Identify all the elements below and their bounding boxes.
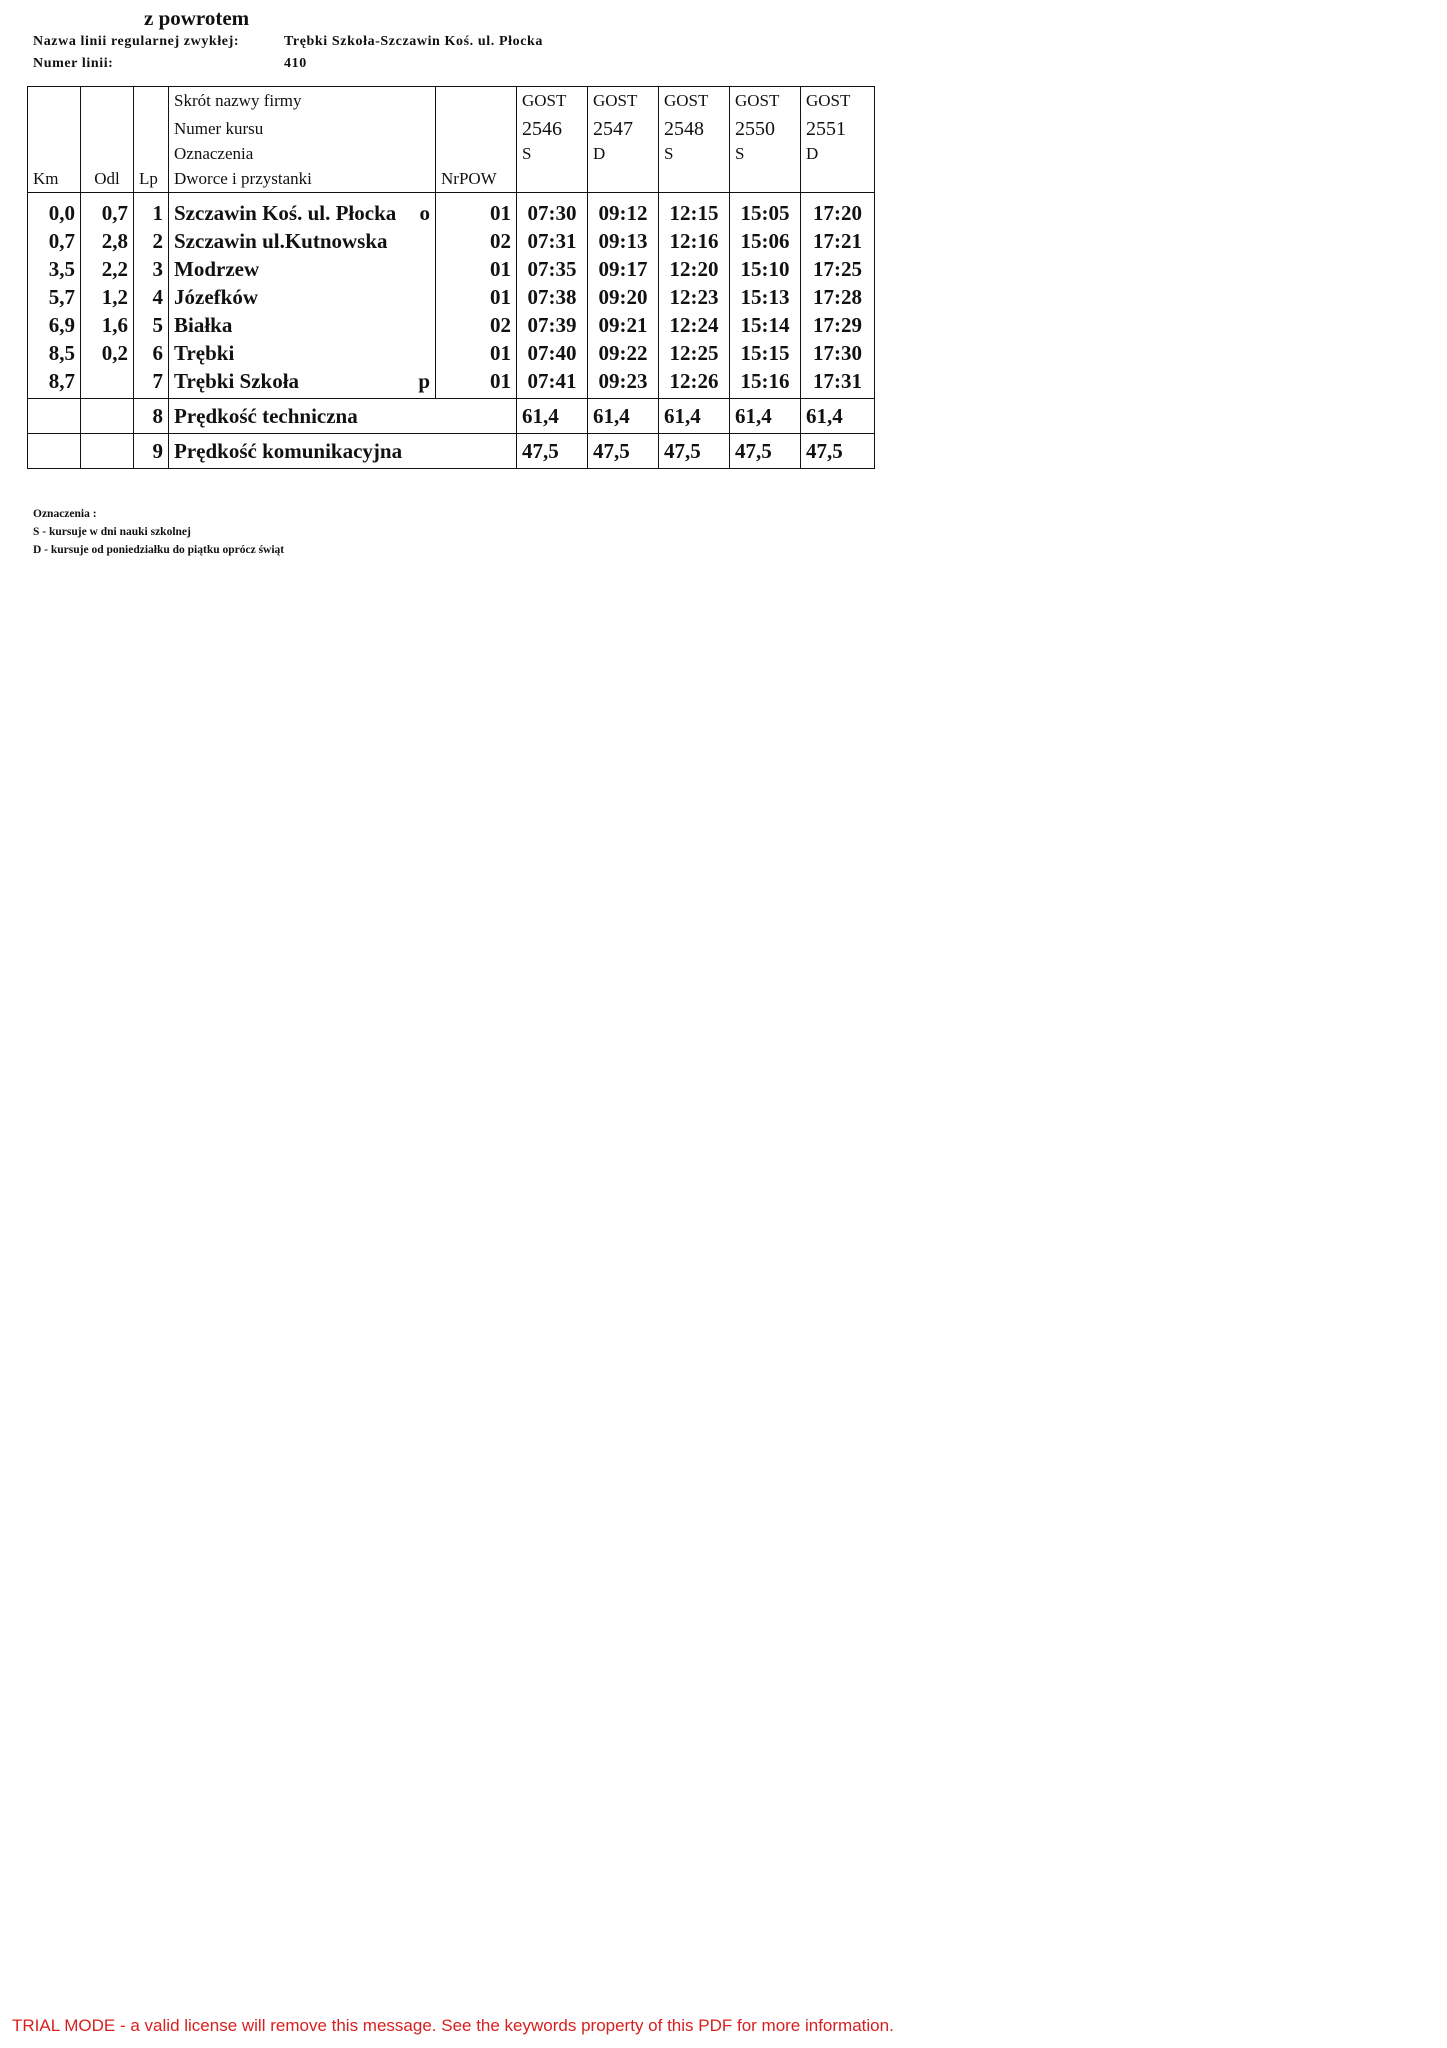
course-company: GOST — [588, 87, 659, 116]
summary-empty — [81, 434, 134, 469]
stop-name-text: Szczawin Koś. ul. Płocka — [174, 200, 397, 225]
stop-nrpow: 02 — [436, 227, 517, 255]
departure-time: 07:38 — [517, 283, 588, 311]
company-label: Skrót nazwy firmy — [169, 87, 436, 116]
course-company: GOST — [659, 87, 730, 116]
stop-name-text: Białka — [174, 312, 233, 337]
departure-time: 17:28 — [801, 283, 875, 311]
stop-odl: 2,2 — [81, 255, 134, 283]
stop-name — [169, 339, 436, 367]
summary-empty — [28, 399, 81, 434]
stop-km: 0,0 — [28, 193, 81, 228]
departure-time: 07:39 — [517, 311, 588, 339]
col-lp: Lp — [134, 165, 169, 193]
summary-value: 47,5 — [659, 434, 730, 469]
stop-lp: 5 — [134, 311, 169, 339]
stop-nrpow: 01 — [436, 193, 517, 228]
summary-row — [28, 399, 875, 434]
timetable — [27, 86, 875, 469]
summary-value: 61,4 — [588, 399, 659, 434]
course-marking: D — [588, 143, 659, 165]
stop-row — [28, 283, 875, 311]
stop-name-text: Modrzew — [174, 256, 260, 281]
stop-name-text: Józefków — [174, 284, 258, 309]
stop-name — [169, 227, 436, 255]
course-company: GOST — [517, 87, 588, 116]
col-odl: Odl — [81, 165, 134, 193]
stop-name-text: Szczawin ul.Kutnowska — [174, 228, 388, 253]
summary-row — [28, 434, 875, 469]
departure-time: 09:13 — [588, 227, 659, 255]
departure-time: 09:12 — [588, 193, 659, 228]
summary-value: 47,5 — [801, 434, 875, 469]
stop-row — [28, 311, 875, 339]
departure-time: 09:21 — [588, 311, 659, 339]
marking-label: Oznaczenia — [169, 143, 436, 165]
col-nrpow: NrPOW — [436, 165, 517, 193]
stop-row — [28, 339, 875, 367]
stop-km: 6,9 — [28, 311, 81, 339]
summary-value: 47,5 — [730, 434, 801, 469]
stop-name — [169, 367, 436, 399]
stop-name-text: Trębki Szkoła — [174, 368, 300, 393]
summary-value: 61,4 — [730, 399, 801, 434]
departure-time: 12:16 — [659, 227, 730, 255]
legend-item: D - kursuje od poniedziałku do piątku oprócz świąt — [33, 544, 285, 556]
legend-title: Oznaczenia : — [33, 508, 97, 520]
departure-time: 17:21 — [801, 227, 875, 255]
stop-km: 8,7 — [28, 367, 81, 399]
course-marking: D — [801, 143, 875, 165]
line-name-value: Trębki Szkoła-Szczawin Koś. ul. Płocka — [284, 34, 543, 49]
stop-row — [28, 193, 875, 228]
departure-time: 09:20 — [588, 283, 659, 311]
departure-time: 12:23 — [659, 283, 730, 311]
line-number-row — [33, 56, 307, 72]
stop-odl: 0,2 — [81, 339, 134, 367]
stop-odl — [81, 367, 134, 399]
departure-time: 17:29 — [801, 311, 875, 339]
stop-odl: 2,8 — [81, 227, 134, 255]
stop-name — [169, 193, 436, 228]
stop-row — [28, 367, 875, 399]
stop-flag: o — [419, 200, 430, 225]
stop-nrpow: 02 — [436, 311, 517, 339]
stop-lp: 7 — [134, 367, 169, 399]
stop-lp: 6 — [134, 339, 169, 367]
course-number-row — [28, 115, 875, 143]
stop-odl: 1,2 — [81, 283, 134, 311]
departure-time: 15:15 — [730, 339, 801, 367]
course-marking: S — [730, 143, 801, 165]
stop-km: 5,7 — [28, 283, 81, 311]
column-header-row — [28, 165, 875, 193]
stop-nrpow: 01 — [436, 255, 517, 283]
legend — [33, 505, 284, 559]
summary-empty — [81, 399, 134, 434]
stop-km: 0,7 — [28, 227, 81, 255]
col-stops: Dworce i przystanki — [169, 165, 436, 193]
departure-time: 12:25 — [659, 339, 730, 367]
line-number-value: 410 — [284, 56, 307, 71]
course-number: 2546 — [517, 115, 588, 143]
stop-lp: 4 — [134, 283, 169, 311]
col-km: Km — [28, 165, 81, 193]
departure-time: 17:30 — [801, 339, 875, 367]
legend-item: S - kursuje w dni nauki szkolnej — [33, 526, 191, 538]
stop-row — [28, 227, 875, 255]
departure-time: 09:23 — [588, 367, 659, 399]
summary-value: 61,4 — [517, 399, 588, 434]
departure-time: 12:15 — [659, 193, 730, 228]
stop-odl: 0,7 — [81, 193, 134, 228]
course-marking: S — [659, 143, 730, 165]
departure-time: 15:13 — [730, 283, 801, 311]
departure-time: 09:17 — [588, 255, 659, 283]
stop-nrpow: 01 — [436, 339, 517, 367]
departure-time: 09:22 — [588, 339, 659, 367]
departure-time: 07:31 — [517, 227, 588, 255]
departure-time: 17:31 — [801, 367, 875, 399]
stop-lp: 3 — [134, 255, 169, 283]
trial-notice: TRIAL MODE - a valid license will remove this message. See the keywords property of this PDF for more information. — [12, 2016, 894, 2035]
line-name-label: Nazwa linii regularnej zwykłej: — [33, 34, 240, 49]
departure-time: 12:20 — [659, 255, 730, 283]
departure-time: 07:30 — [517, 193, 588, 228]
document-title: z powrotem — [144, 6, 250, 30]
stop-flag: p — [418, 368, 430, 393]
stop-name — [169, 255, 436, 283]
departure-time: 15:06 — [730, 227, 801, 255]
summary-value: 61,4 — [659, 399, 730, 434]
marking-row — [28, 143, 875, 165]
summary-value: 61,4 — [801, 399, 875, 434]
departure-time: 12:24 — [659, 311, 730, 339]
line-name-row — [33, 34, 543, 50]
line-number-label: Numer linii: — [33, 56, 114, 71]
summary-label: Prędkość komunikacyjna — [169, 434, 517, 469]
departure-time: 07:35 — [517, 255, 588, 283]
departure-time: 07:40 — [517, 339, 588, 367]
summary-label: Prędkość techniczna — [169, 399, 517, 434]
departure-time: 15:16 — [730, 367, 801, 399]
stop-name — [169, 283, 436, 311]
company-row — [28, 87, 875, 116]
stop-name-text: Trębki — [174, 340, 235, 365]
stop-lp: 1 — [134, 193, 169, 228]
stop-km: 8,5 — [28, 339, 81, 367]
course-number: 2547 — [588, 115, 659, 143]
summary-value: 47,5 — [517, 434, 588, 469]
departure-time: 15:10 — [730, 255, 801, 283]
departure-time: 15:14 — [730, 311, 801, 339]
departure-time: 17:20 — [801, 193, 875, 228]
summary-empty — [28, 434, 81, 469]
stop-row — [28, 255, 875, 283]
departure-time: 07:41 — [517, 367, 588, 399]
summary-value: 47,5 — [588, 434, 659, 469]
stop-odl: 1,6 — [81, 311, 134, 339]
stop-nrpow: 01 — [436, 367, 517, 399]
departure-time: 15:05 — [730, 193, 801, 228]
summary-lp: 8 — [134, 399, 169, 434]
departure-time: 17:25 — [801, 255, 875, 283]
course-number: 2551 — [801, 115, 875, 143]
departure-time: 12:26 — [659, 367, 730, 399]
stop-name — [169, 311, 436, 339]
stop-km: 3,5 — [28, 255, 81, 283]
course-number: 2548 — [659, 115, 730, 143]
summary-lp: 9 — [134, 434, 169, 469]
course-company: GOST — [730, 87, 801, 116]
course-number: 2550 — [730, 115, 801, 143]
stop-nrpow: 01 — [436, 283, 517, 311]
course-number-label: Numer kursu — [169, 115, 436, 143]
course-marking: S — [517, 143, 588, 165]
stop-lp: 2 — [134, 227, 169, 255]
course-company: GOST — [801, 87, 875, 116]
